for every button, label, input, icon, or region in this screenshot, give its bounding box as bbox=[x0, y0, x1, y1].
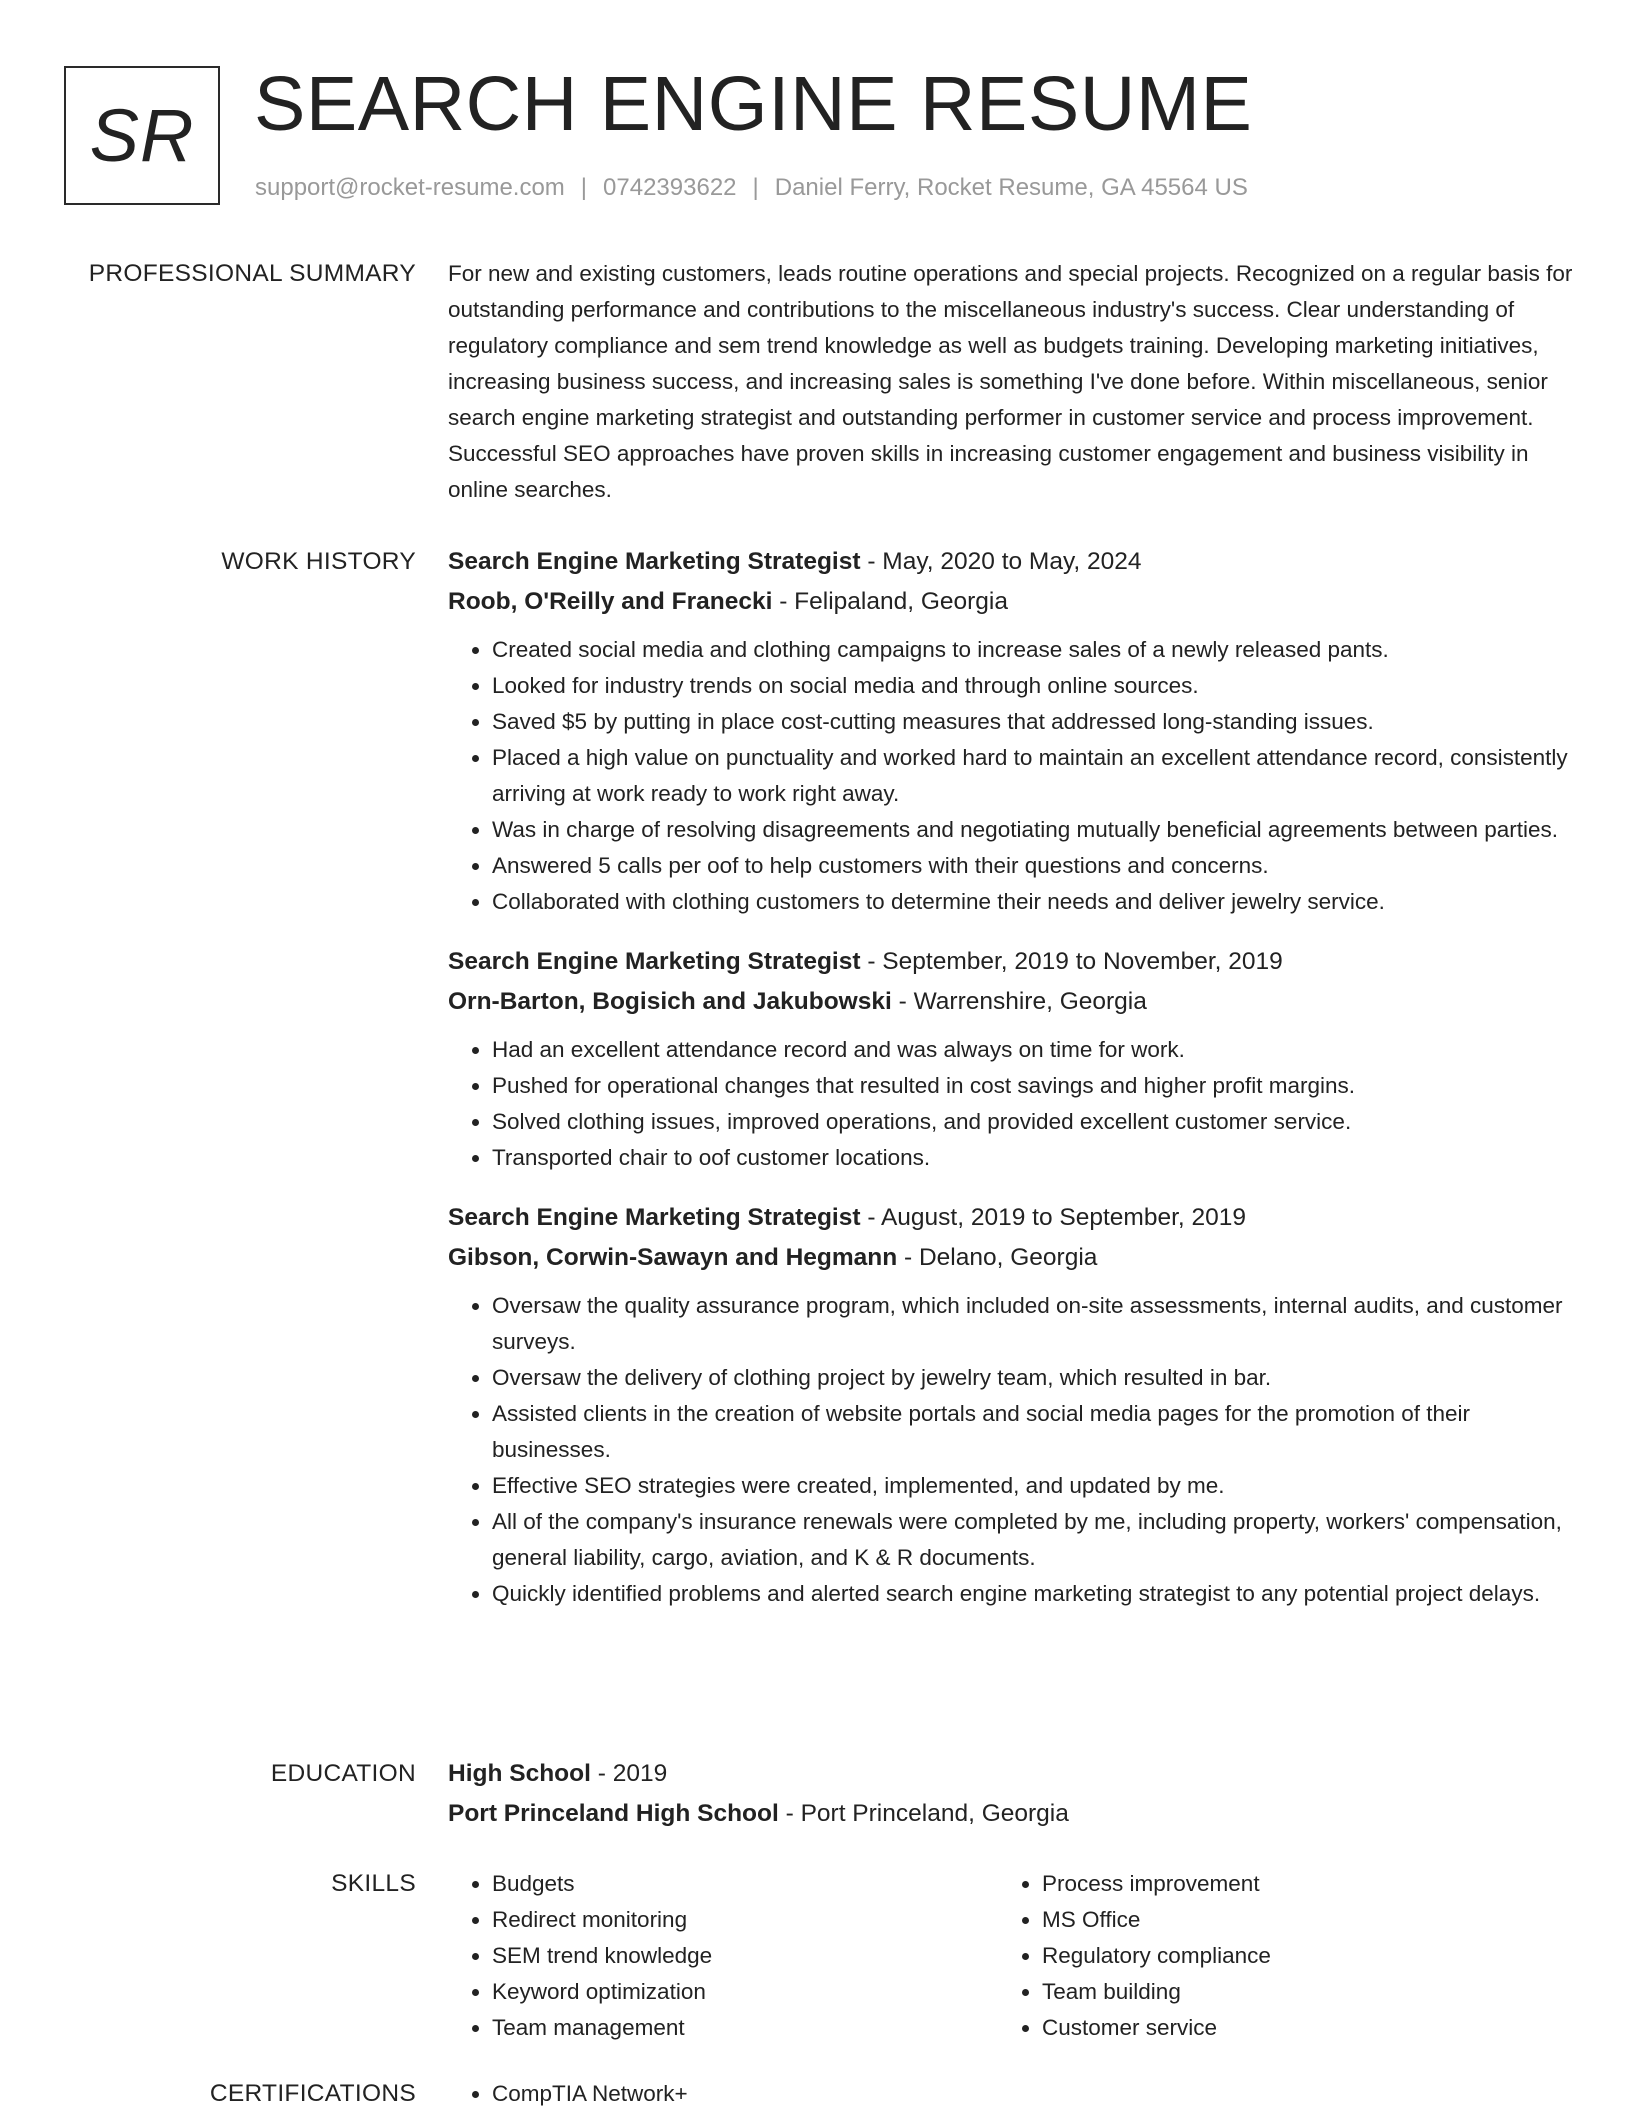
certifications-list bbox=[448, 2076, 1568, 2112]
job-dates: - August, 2019 to September, 2019 bbox=[860, 1204, 1246, 1231]
education-school: Port Princeland High School bbox=[448, 1800, 779, 1827]
section-label-skills: SKILLS bbox=[331, 1870, 416, 1897]
skill-item: • SEM trend knowledge bbox=[492, 1938, 998, 1974]
job-bullet: • Placed a high value on punctuality and worked hard to maintain an excellent attendance record, consistently arriving at work ready to work right away. bbox=[492, 740, 1578, 812]
job-title-line bbox=[448, 942, 1578, 982]
job-bullet: • Answered 5 calls per oof to help customers with their questions and concerns. bbox=[492, 848, 1578, 884]
job-bullet: • Saved $5 by putting in place cost-cutting measures that addressed long-standing issues. bbox=[492, 704, 1578, 740]
education-year: - 2019 bbox=[590, 1760, 668, 1787]
job-company: Gibson, Corwin-Sawayn and Hegmann bbox=[448, 1244, 898, 1271]
contact-separator: | bbox=[580, 174, 588, 201]
education-school-line bbox=[448, 1794, 1568, 1834]
monogram-logo: SR bbox=[64, 66, 220, 205]
job-bullet: • Looked for industry trends on social media and through online sources. bbox=[492, 668, 1578, 704]
job-company: Roob, O'Reilly and Franecki bbox=[448, 588, 773, 615]
skills-grid bbox=[448, 1866, 1568, 2046]
education-degree-line bbox=[448, 1754, 1568, 1794]
job-title: Search Engine Marketing Strategist bbox=[448, 548, 861, 575]
section-label-education: EDUCATION bbox=[270, 1760, 416, 1787]
job-company-line bbox=[448, 982, 1578, 1022]
skill-item: • Keyword optimization bbox=[492, 1974, 998, 2010]
job-bullet: • Oversaw the delivery of clothing project by jewelry team, which resulted in bar. bbox=[492, 1360, 1578, 1396]
certification-item: • CompTIA Network+ bbox=[492, 2076, 1568, 2112]
job-bullet: • Oversaw the quality assurance program, which included on-site assessments, internal audits, and customer surveys. bbox=[492, 1288, 1578, 1360]
job-location: - Felipaland, Georgia bbox=[772, 588, 1009, 615]
skill-item: • Team building bbox=[1042, 1974, 1548, 2010]
job-entry bbox=[448, 542, 1578, 920]
job-bullet: • All of the company's insurance renewals were completed by me, including property, workers' compensation, general liability, cargo, aviation, and K & R documents. bbox=[492, 1504, 1578, 1576]
job-entry bbox=[448, 942, 1578, 1176]
skill-item: • MS Office bbox=[1042, 1902, 1548, 1938]
section-label-certifications: CERTIFICATIONS bbox=[209, 2080, 416, 2107]
job-dates: - May, 2020 to May, 2024 bbox=[860, 548, 1142, 575]
resume-header bbox=[64, 61, 1568, 211]
summary-body bbox=[448, 256, 1574, 508]
job-bullets bbox=[448, 1032, 1578, 1176]
skill-item: • Process improvement bbox=[1042, 1866, 1548, 1902]
job-title-line bbox=[448, 542, 1578, 582]
job-bullet: • Pushed for operational changes that resulted in cost savings and higher profit margins. bbox=[492, 1068, 1578, 1104]
contact-email[interactable]: support@rocket-resume.com bbox=[255, 174, 565, 201]
skill-item: • Budgets bbox=[492, 1866, 998, 1902]
job-company-line bbox=[448, 1238, 1578, 1278]
contact-line bbox=[255, 174, 1248, 202]
job-bullet: • Quickly identified problems and alerted search engine marketing strategist to any potential project delays. bbox=[492, 1576, 1578, 1612]
skills-list-right bbox=[998, 1866, 1548, 2046]
contact-phone[interactable]: 0742393622 bbox=[603, 174, 737, 201]
skill-item: • Regulatory compliance bbox=[1042, 1938, 1548, 1974]
skill-item: • Redirect monitoring bbox=[492, 1902, 998, 1938]
job-bullet: • Collaborated with clothing customers to determine their needs and deliver jewelry service. bbox=[492, 884, 1578, 920]
job-bullets bbox=[448, 1288, 1578, 1612]
job-company: Orn-Barton, Bogisich and Jakubowski bbox=[448, 988, 892, 1015]
skill-item: • Customer service bbox=[1042, 2010, 1548, 2046]
job-bullets bbox=[448, 632, 1578, 920]
contact-separator: | bbox=[752, 174, 759, 201]
job-bullet: • Was in charge of resolving disagreements and negotiating mutually beneficial agreements between parties. bbox=[492, 812, 1578, 848]
resume-title: SEARCH ENGINE RESUME bbox=[254, 61, 1253, 147]
job-bullet: • Created social media and clothing campaigns to increase sales of a newly released pants. bbox=[492, 632, 1578, 668]
section-label-summary: PROFESSIONAL SUMMARY bbox=[88, 260, 416, 287]
job-location: - Delano, Georgia bbox=[897, 1244, 1098, 1271]
section-label-work-history: WORK HISTORY bbox=[221, 548, 416, 575]
education-body bbox=[448, 1754, 1568, 1834]
job-dates: - September, 2019 to November, 2019 bbox=[860, 948, 1283, 975]
education-degree: High School bbox=[448, 1760, 591, 1787]
skills-body bbox=[448, 1866, 1568, 2046]
skills-list-left bbox=[448, 1866, 998, 2046]
job-bullet: • Effective SEO strategies were created, implemented, and updated by me. bbox=[492, 1468, 1578, 1504]
job-bullet: • Transported chair to oof customer locations. bbox=[492, 1140, 1578, 1176]
job-location: - Warrenshire, Georgia bbox=[891, 988, 1147, 1015]
job-title-line bbox=[448, 1198, 1578, 1238]
skill-item: • Team management bbox=[492, 2010, 998, 2046]
job-bullet: • Solved clothing issues, improved operations, and provided excellent customer service. bbox=[492, 1104, 1578, 1140]
job-title: Search Engine Marketing Strategist bbox=[448, 948, 861, 975]
job-company-line bbox=[448, 582, 1578, 622]
contact-address: Daniel Ferry, Rocket Resume, GA 45564 US bbox=[774, 174, 1248, 201]
summary-text: For new and existing customers, leads routine operations and special projects. Recognized on a regular basis for outstanding performance and contributions to the miscellaneous industry's success. Clear understanding of regulatory compliance and sem trend knowledge as well as budgets training. Developing marketing initiatives, increasing business success, and increasing sales is something I've done before. Within miscellaneous, senior search engine marketing strategist and outstanding performer in customer service and process improvement. Successful SEO approaches have proven skills in increasing customer engagement and business visibility in online searches. bbox=[448, 261, 1573, 502]
education-location: - Port Princeland, Georgia bbox=[778, 1800, 1069, 1827]
job-bullet: • Had an excellent attendance record and was always on time for work. bbox=[492, 1032, 1578, 1068]
certifications-body bbox=[448, 2076, 1568, 2112]
job-title: Search Engine Marketing Strategist bbox=[448, 1204, 861, 1231]
job-bullet: • Assisted clients in the creation of website portals and social media pages for the promotion of their businesses. bbox=[492, 1396, 1578, 1468]
job-entry bbox=[448, 1198, 1578, 1612]
work-history-body bbox=[448, 542, 1578, 1628]
